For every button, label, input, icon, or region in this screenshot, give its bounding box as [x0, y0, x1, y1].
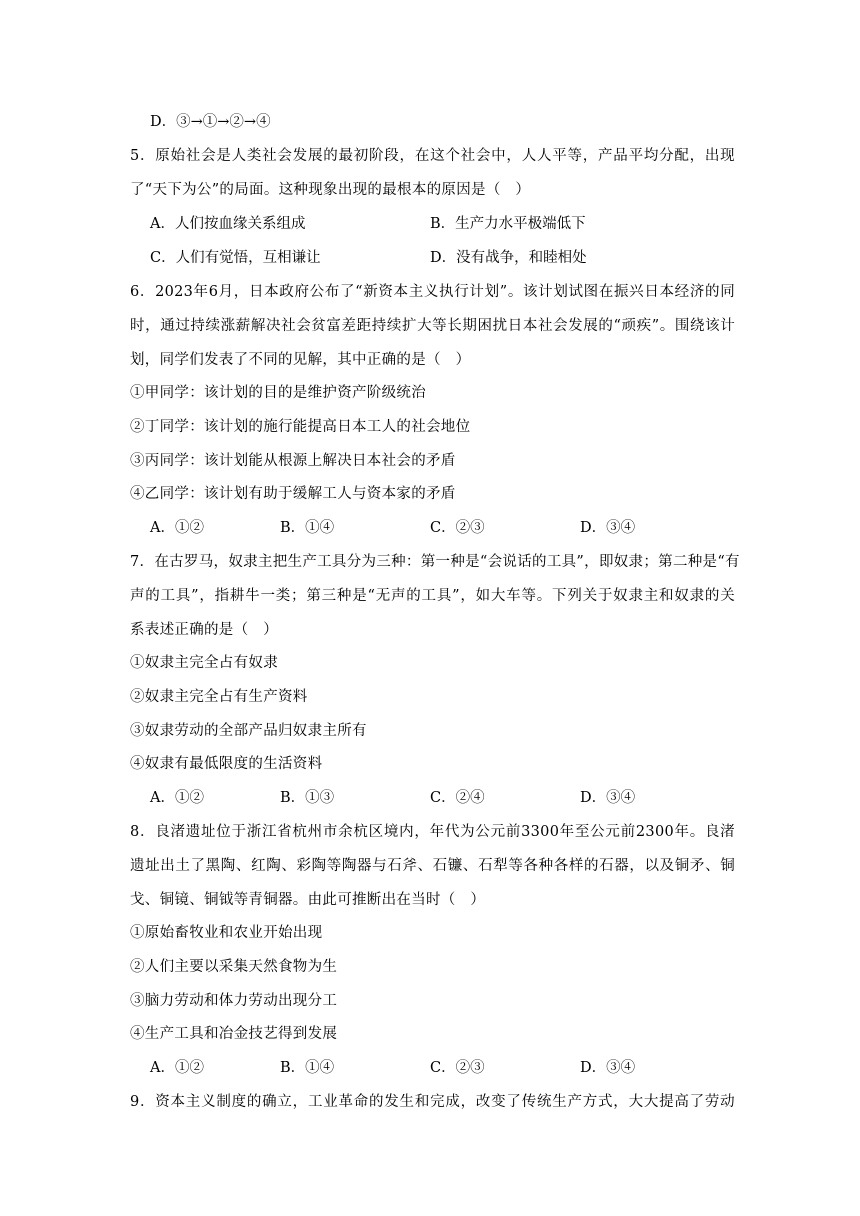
q7-option-b: B．①③: [280, 790, 335, 806]
q7-item-3: ③奴隶劳动的全部产品归奴隶主所有: [130, 723, 367, 739]
q7-item-2: ②奴隶主完全占有生产资料: [130, 689, 308, 705]
q7-option-a: A．①②: [150, 790, 204, 806]
q8-stem-line-2: 遗址出土了黑陶、红陶、彩陶等陶器与石斧、石镰、石犁等各种各样的石器，以及铜矛、铜: [130, 858, 735, 874]
q6-item-3: ③丙同学：该计划能从根源上解决日本社会的矛盾: [130, 453, 456, 469]
q5-option-c: C．人们有觉悟，互相谦让: [150, 250, 321, 266]
q7-stem-line-3: 系表述正确的是（ ）: [130, 622, 278, 638]
q4-option-d: D．③→①→②→④: [150, 114, 271, 130]
q7-item-4: ④奴隶有最低限度的生活资料: [130, 756, 323, 772]
q6-option-d: D．③④: [580, 520, 636, 536]
q6-stem-line-3: 划，同学们发表了不同的见解，其中正确的是（ ）: [130, 352, 471, 368]
q6-option-c: C．②③: [430, 520, 485, 536]
q5-stem-line-1: 5．原始社会是人类社会发展的最初阶段，在这个社会中，人人平等，产品平均分配，出现: [130, 148, 735, 164]
q6-item-2: ②丁同学：该计划的施行能提高日本工人的社会地位: [130, 419, 471, 435]
q7-stem-line-1: 7．在古罗马，奴隶主把生产工具分为三种：第一种是“会说话的工具”，即奴隶；第二种是“有: [130, 554, 740, 570]
q8-stem-line-3: 戈、铜镜、铜钺等青铜器。由此可推断出在当时（ ）: [130, 892, 486, 908]
q8-option-d: D．③④: [580, 1060, 636, 1076]
q8-option-a: A．①②: [150, 1060, 204, 1076]
q6-option-a: A．①②: [150, 520, 204, 536]
q8-item-1: ①原始畜牧业和农业开始出现: [130, 925, 323, 941]
q5-stem-line-2: 了“天下为公”的局面。这种现象出现的最根本的原因是（ ）: [130, 182, 531, 198]
q6-stem-line-1: 6．2023年6月，日本政府公布了“新资本主义执行计划”。该计划试图在振兴日本经济的同: [130, 284, 735, 300]
q8-item-2: ②人们主要以采集天然食物为生: [130, 959, 338, 975]
q9-stem-line-1: 9．资本主义制度的确立，工业革命的发生和完成，改变了传统生产方式，大大提高了劳动: [130, 1094, 735, 1110]
q8-option-c: C．②③: [430, 1060, 485, 1076]
q6-item-1: ①甲同学：该计划的目的是维护资产阶级统治: [130, 385, 426, 401]
q5-option-a: A．人们按血缘关系组成: [150, 216, 306, 232]
q7-item-1: ①奴隶主完全占有奴隶: [130, 655, 278, 671]
q8-item-4: ④生产工具和冶金技艺得到发展: [130, 1026, 338, 1042]
q7-stem-line-2: 声的工具”，指耕牛一类；第三种是“无声的工具”，如大车等。下列关于奴隶主和奴隶的关: [130, 588, 735, 604]
q7-option-d: D．③④: [580, 790, 636, 806]
q8-stem-line-1: 8．良渚遗址位于浙江省杭州市余杭区境内，年代为公元前3300年至公元前2300年。良渚: [130, 824, 735, 840]
q5-option-d: D．没有战争，和睦相处: [430, 250, 587, 266]
q7-option-c: C．②④: [430, 790, 485, 806]
q6-stem-line-2: 时，通过持续涨薪解决社会贫富差距持续扩大等长期困扰日本社会发展的“顽疾”。围绕该计: [130, 318, 735, 334]
q6-item-4: ④乙同学：该计划有助于缓解工人与资本家的矛盾: [130, 486, 456, 502]
q8-item-3: ③脑力劳动和体力劳动出现分工: [130, 993, 338, 1009]
q6-option-b: B．①④: [280, 520, 335, 536]
q8-option-b: B．①④: [280, 1060, 335, 1076]
q5-option-b: B．生产力水平极端低下: [430, 216, 586, 232]
